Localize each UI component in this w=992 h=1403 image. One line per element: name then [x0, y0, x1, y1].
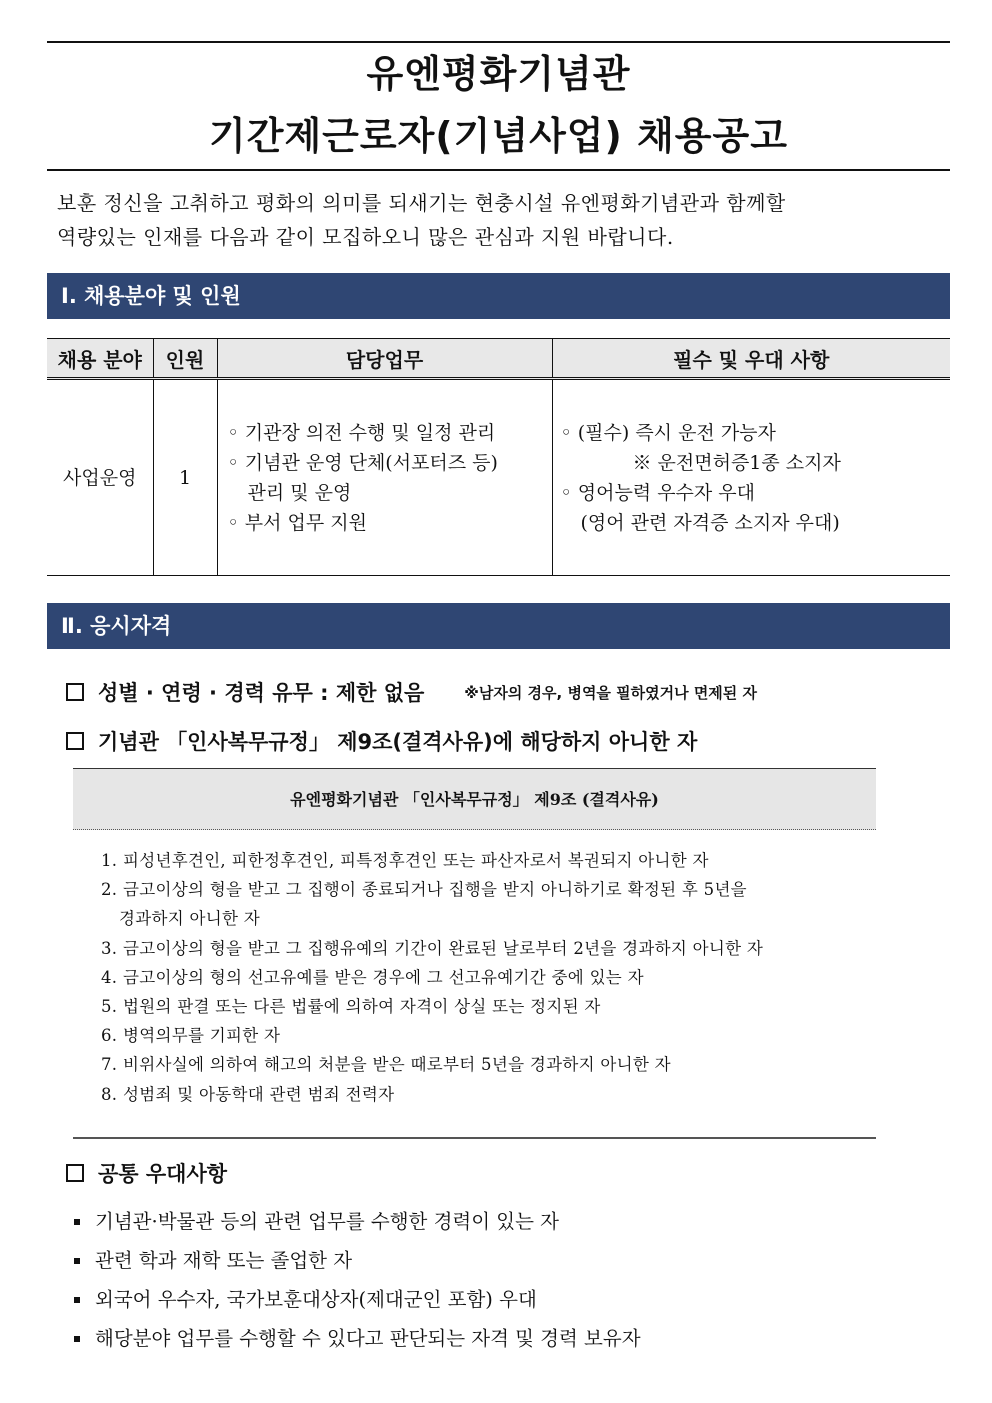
title-line-2: 기간제근로자(기념사업) 채용공고: [209, 114, 788, 158]
duty-item: ◦ 기관장 의전 수행 및 일정 관리: [227, 421, 496, 444]
title-line-1: 유엔평화기념관: [366, 52, 631, 96]
requirement-item: ◦ (필수) 즉시 운전 가능자: [560, 421, 776, 444]
header-count: 인원: [153, 339, 217, 379]
item-text: 해당분야 업무를 수행할 수 있다고 판단되는 자격 및 경력 보유자: [95, 1326, 641, 1350]
rules-box-title: 유엔평화기념관 「인사복무규정」 제9조 (결격사유): [73, 768, 876, 830]
list-item: [101, 1021, 876, 1050]
section-2-header: Ⅱ. 응시자격: [47, 603, 950, 649]
item-number: 4.: [101, 967, 118, 987]
qualification-item-1: [66, 677, 757, 707]
duty-item: ◦ 기념관 운영 단체(서포터즈 등): [227, 451, 498, 474]
item-text: 금고이상의 형을 받고 그 집행유예의 기간이 완료된 날로부터 2년을 경과하지 아니한 자: [123, 938, 764, 958]
list-item: [101, 875, 876, 933]
header-field: 채용 분야: [47, 339, 153, 379]
item-number: 6.: [101, 1026, 118, 1046]
cell-count: 1: [153, 379, 217, 576]
page-title: [47, 44, 950, 168]
item-number: 8.: [101, 1084, 118, 1104]
checkbox-icon: [66, 732, 84, 750]
item-text-continued: 경과하지 아니한 자: [119, 909, 261, 929]
common-preferences-title: [66, 1158, 227, 1188]
item-text: 성범죄 및 아동학대 관련 범죄 전력자: [123, 1084, 395, 1104]
common-preferences-list: [74, 1202, 641, 1358]
item-number: 7.: [101, 1055, 118, 1075]
list-item: [101, 846, 876, 875]
section-1-header: Ⅰ. 채용분야 및 인원: [47, 273, 950, 319]
list-item: [74, 1202, 641, 1241]
list-item: [101, 1050, 876, 1079]
list-item: [101, 992, 876, 1021]
bullet-square-icon: [74, 1258, 80, 1264]
duty-item: ◦ 부서 업무 지원: [227, 511, 367, 534]
qualification-item-2: [66, 726, 697, 756]
item-number: 3.: [101, 938, 118, 958]
checkbox-icon: [66, 1164, 84, 1182]
table-header-row: [47, 339, 950, 379]
qualification-text: 성별 · 연령 · 경력 유무 : 제한 없음: [98, 681, 425, 705]
header-requirements: 필수 및 우대 사항: [552, 339, 950, 379]
item-text: 법원의 판결 또는 다른 법률에 의하여 자격이 상실 또는 정지된 자: [123, 997, 601, 1017]
header-duties: 담당업무: [217, 339, 552, 379]
list-item: [74, 1280, 641, 1319]
intro-line-2: 역량있는 인재를 다음과 같이 모집하오니 많은 관심과 지원 바랍니다.: [57, 225, 674, 249]
common-title-text: 공통 우대사항: [98, 1161, 228, 1186]
item-number: 2.: [101, 880, 118, 900]
requirement-item: ◦ 영어능력 우수자 우대: [560, 481, 756, 504]
rules-list: [73, 830, 876, 1115]
table-row: [47, 379, 950, 576]
item-text: 피성년후견인, 피한정후견인, 피특정후견인 또는 파산자로서 복권되지 아니한 자: [123, 851, 709, 870]
bullet-square-icon: [74, 1297, 80, 1303]
list-item: [74, 1241, 641, 1280]
cell-requirements: [552, 379, 950, 576]
intro-line-1: 보훈 정신을 고취하고 평화의 의미를 되새기는 현충시설 유엔평화기념관과 함께할: [57, 191, 786, 215]
item-text: 금고이상의 형의 선고유예를 받은 경우에 그 선고유예기간 중에 있는 자: [123, 967, 644, 987]
checkbox-icon: [66, 683, 84, 701]
bullet-square-icon: [74, 1219, 80, 1225]
item-text: 금고이상의 형을 받고 그 집행이 종료되거나 집행을 받지 아니하기로 확정된 후 5년을: [123, 880, 747, 900]
item-text: 병역의무를 기피한 자: [123, 1026, 281, 1046]
duty-item-continued: 관리 및 운영: [247, 481, 352, 504]
requirement-note: (영어 관련 자격증 소지자 우대): [580, 511, 840, 534]
cell-field: 사업운영: [47, 379, 153, 576]
item-text: 기념관·박물관 등의 관련 업무를 수행한 경력이 있는 자: [95, 1209, 560, 1233]
title-bottom-rule: [47, 169, 950, 171]
list-item: [74, 1319, 641, 1358]
rules-box-bottom-rule: [73, 1137, 876, 1139]
qualification-text: 기념관 「인사복무규정」 제9조(결격사유)에 해당하지 아니한 자: [98, 730, 698, 754]
top-rule: [47, 41, 950, 43]
item-text: 외국어 우수자, 국가보훈대상자(제대군인 포함) 우대: [95, 1287, 537, 1311]
item-text: 관련 학과 재학 또는 졸업한 자: [95, 1248, 353, 1272]
item-number: 5.: [101, 997, 118, 1017]
cell-duties: [217, 379, 552, 576]
item-number: 1.: [101, 851, 118, 870]
item-text: 비위사실에 의하여 해고의 처분을 받은 때로부터 5년을 경과하지 아니한 자: [123, 1055, 671, 1075]
list-item: [101, 963, 876, 992]
recruitment-table: [47, 338, 950, 576]
intro-paragraph: [57, 186, 937, 254]
bullet-square-icon: [74, 1336, 80, 1342]
disqualification-rules-box: [73, 768, 876, 1115]
list-item: [101, 1080, 876, 1109]
list-item: [101, 934, 876, 963]
qualification-note: ※남자의 경우, 병역을 필하였거나 면제된 자: [464, 683, 758, 702]
requirement-note: ※ 운전면허증1종 소지자: [632, 451, 841, 474]
